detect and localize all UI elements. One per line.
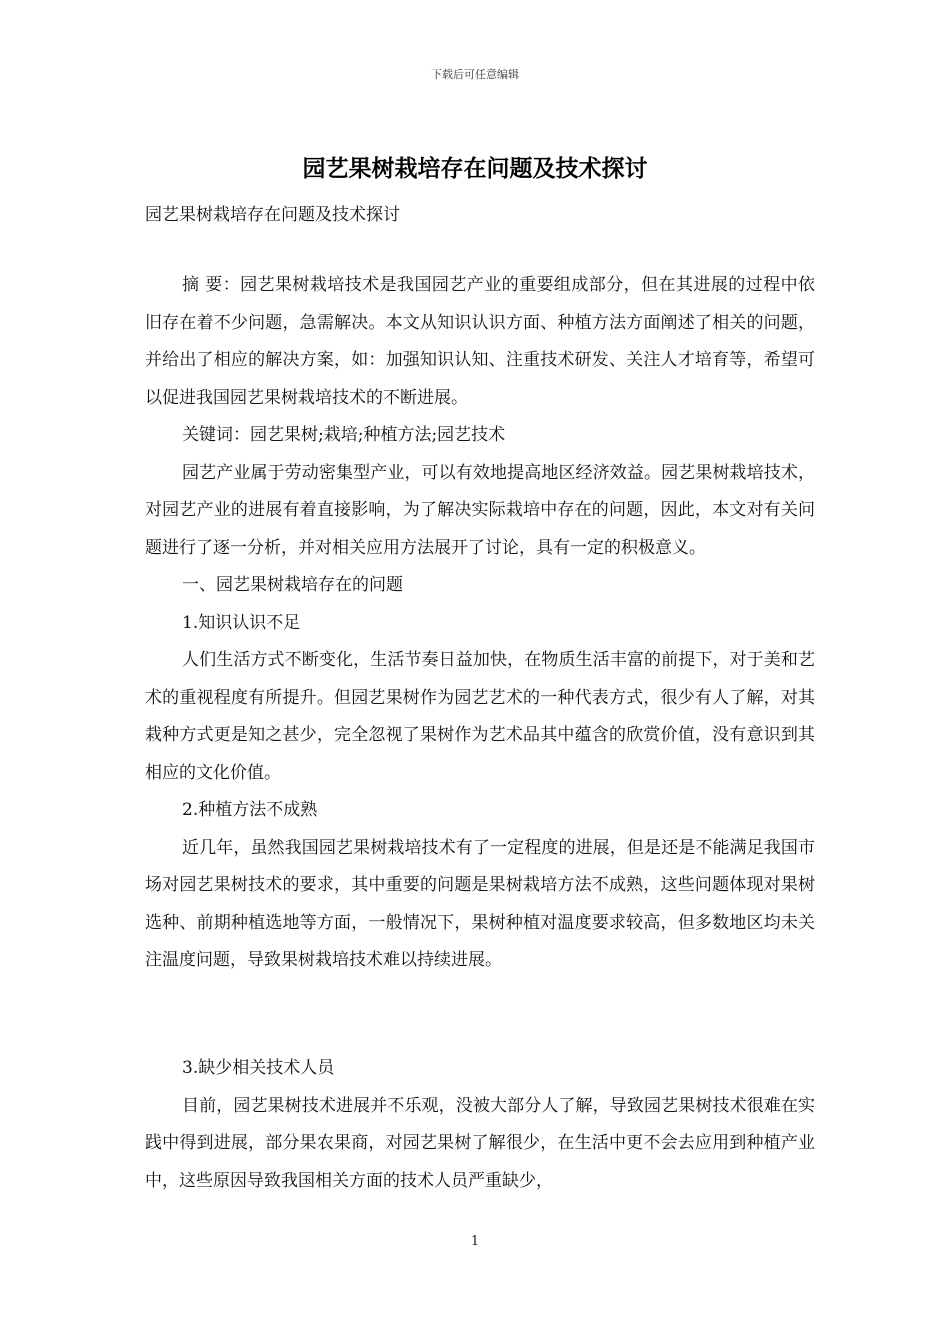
body-block-2	[145, 1050, 815, 1200]
header-note: 下载后可任意编辑	[431, 68, 519, 81]
subsection-heading: 2.种植方法不成熟	[182, 800, 318, 820]
abstract-paragraph: 摘 要：园艺果树栽培技术是我国园艺产业的重要组成部分，但在其进展的过程中依旧存在着不少问题，急需解决。本文从知识认识方面、种植方法方面阐述了相关的问题，并给出了相应的解决方案，如：加强知识认知、注重技术研发、关注人才培育等，希望可以促进我国园艺果树栽培技术的不断进展。	[145, 275, 815, 408]
body-paragraph: 目前，园艺果树技术进展并不乐观，没被大部分人了解，导致园艺果树技术很难在实践中得到进展，部分果农果商，对园艺果树了解很少，在生活中更不会去应用到种植产业中，这些原因导致我国相关方面的技术人员严重缺少，	[145, 1095, 815, 1191]
section-heading: 一、园艺果树栽培存在的问题	[182, 575, 403, 595]
intro-paragraph: 园艺产业属于劳动密集型产业，可以有效地提高地区经济效益。园艺果树栽培技术，对园艺产业的进展有着直接影响，为了解决实际栽培中存在的问题，因此，本文对有关问题进行了逐一分析，并对相关应用方法展开了讨论，具有一定的积极意义。	[145, 462, 815, 558]
keywords-paragraph: 关键词：园艺果树;栽培;种植方法;园艺技术	[182, 425, 506, 445]
document-title: 园艺果树栽培存在问题及技术探讨	[302, 155, 648, 182]
page-number: 1	[470, 1234, 480, 1249]
subsection-heading: 1.知识认识不足	[182, 612, 301, 633]
document-subtitle: 园艺果树栽培存在问题及技术探讨	[145, 205, 400, 225]
body-block-1	[145, 267, 815, 980]
subsection-heading: 3.缺少相关技术人员	[182, 1058, 335, 1078]
body-paragraph: 近几年，虽然我国园艺果树栽培技术有了一定程度的进展，但是还是不能满足我国市场对园艺果树技术的要求，其中重要的问题是果树栽培方法不成熟，这些问题体现对果树选种、前期种植选地等方面，一般情况下，果树种植对温度要求较高，但多数地区均未关注温度问题，导致果树栽培技术难以持续进展。	[145, 837, 815, 970]
body-paragraph: 人们生活方式不断变化，生活节奏日益加快，在物质生活丰富的前提下，对于美和艺术的重视程度有所提升。但园艺果树作为园艺艺术的一种代表方式，很少有人了解，对其栽种方式更是知之甚少，完全忽视了果树作为艺术品其中蕴含的欣赏价值，没有意识到其相应的文化价值。	[145, 650, 815, 783]
